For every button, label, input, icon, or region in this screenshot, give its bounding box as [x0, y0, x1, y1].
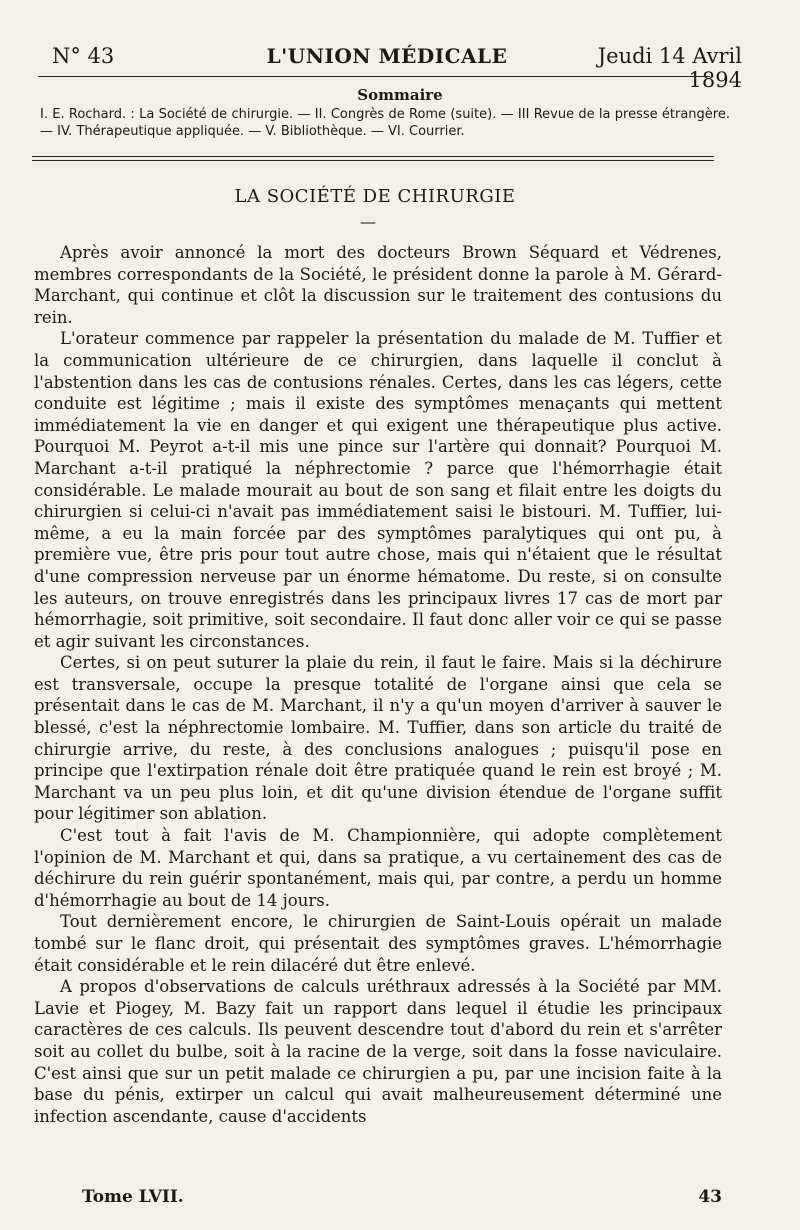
paragraph: Après avoir annoncé la mort des docteurs Brown Séquard et Védrenes, membres correspondants de la Société, le président donne la parole à M. Gérard-Marchant, qui continue et clôt la discussion sur le traitement des contusions du rein. [34, 243, 722, 327]
header-rule [38, 76, 710, 77]
title-separator: — [360, 212, 376, 231]
tome-label: Tome LVII. [82, 1187, 184, 1207]
article-title: LA SOCIÉTÉ DE CHIRURGIE [234, 186, 516, 207]
article-body [34, 242, 722, 1127]
page-footer [82, 1187, 722, 1207]
paragraph: Tout dernièrement encore, le chirurgien de Saint-Louis opérait un malade tombé sur le flanc droit, qui présentait des symptômes graves. L'hémorrhagie était considérable et le rein dilacéré dut être enlevé. [34, 912, 722, 975]
divider-rule [32, 156, 714, 157]
sommaire-title: Sommaire [357, 86, 443, 104]
journal-title: L'UNION MÉDICALE [266, 44, 508, 68]
paragraph: A propos d'observations de calculs uréthraux adressés à la Société par MM. Lavie et Piogey, M. Bazy fait un rapport dans lequel il étudie les principaux caractères de ces calculs. Ils peuvent descendre tout d'abord du rein et s'arrêter soit au collet du bulbe, soit à la racine de la verge, soit dans la fosse naviculaire. C'est ainsi que sur un petit malade ce chirurgien a pu, par une incision faite à la base du pénis, extirper un calcul qui avait malheureusement déterminé une infection ascendante, cause d'accidents [34, 977, 722, 1126]
sommaire-text: I. E. Rochard. : La Société de chirurgie. — II. Congrès de Rome (suite). — III Revue de la presse étrangère. — IV. Thérapeutique appliquée. — V. Bibliothèque. — VI. Courrier. [40, 107, 730, 139]
issue-number: N° 43 [52, 44, 115, 68]
paragraph: C'est tout à fait l'avis de M. Championnière, qui adopte complètement l'opinion de M. Marchant et qui, dans sa pratique, a vu certainement des cas de déchirure du rein guérir spontanément, mais qui, par contre, a perdu un homme d'hémorrhagie au bout de 14 jours. [34, 826, 722, 910]
paragraph: Certes, si on peut suturer la plaie du rein, il faut le faire. Mais si la déchirure est transversale, occupe la presque totalité de l'organe ainsi que cela se présentait dans le cas de M. Marchant, il n'y a qu'un moyen d'arriver à sauver le blessé, c'est la néphrectomie lombaire. M. Tuffier, dans son article du traité de chirurgie arrive, du reste, à des conclusions analogues ; puisqu'il pose en principe que l'extirpation rénale doit être pratiquée quand le rein est broyé ; M. Marchant va un peu plus loin, et dit qu'une division étendue de l'organe suffit pour légitimer son ablation. [34, 653, 722, 824]
issue-date: Jeudi 14 Avril 1894 [597, 44, 742, 92]
page-header [42, 44, 742, 92]
divider-rule [32, 160, 714, 161]
paragraph: L'orateur commence par rappeler la présentation du malade de M. Tuffier et la communication ultérieure de ce chirurgien, dans laquelle il conclut à l'abstention dans les cas de contusions rénales. Certes, dans les cas légers, cette conduite est légitime ; mais il existe des symptômes menaçants qui mettent immédiatement la vie en danger et qui exigent une thérapeutique plus active. Pourquoi M. Peyrot a-t-il mis une pince sur l'artère qui donnait? Pourquoi M. Marchant a-t-il pratiqué la néphrectomie ? parce que l'hémorrhagie était considérable. Le malade mourait au bout de son sang et filait entre les doigts du chirurgien si celui-ci n'avait pas immédiatement saisi le bistouri. M. Tuffier, lui-même, a eu la main forcée par des symptômes paralytiques qui ont pu, à première vue, être pris pour tout autre chose, mais qui n'étaient que le résultat d'une compression nerveuse par un énorme hématome. Du reste, si on consulte les auteurs, on trouve enregistrés dans les principaux livres 17 cas de mort par hémorrhagie, soit primitive, soit secondaire. Il faut donc aller voir ce qui se passe et agir suivant les circonstances. [34, 329, 722, 651]
page-number: 43 [698, 1187, 722, 1207]
